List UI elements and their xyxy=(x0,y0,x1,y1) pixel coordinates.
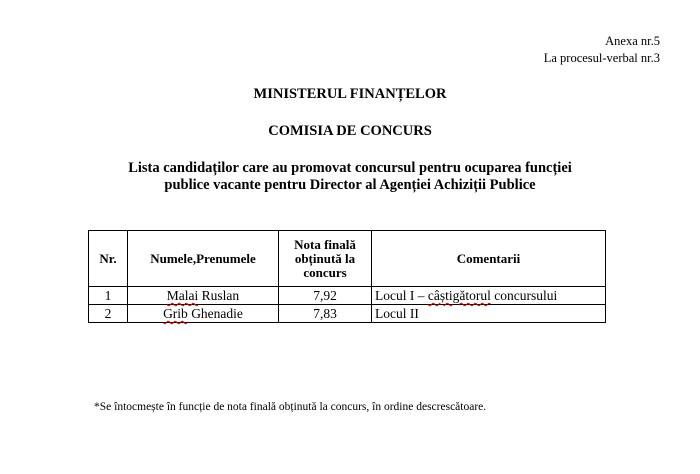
row-comment xyxy=(372,287,606,305)
header-final-grade xyxy=(279,231,372,287)
annex-protocol: La procesul-verbal nr.3 xyxy=(543,51,660,65)
comment-flagged-word: câștigătorul xyxy=(427,288,491,303)
table-header-row xyxy=(89,231,606,287)
name-first: Ruslan xyxy=(198,288,240,303)
footnote: *Se întocmește în funcție de nota finală obținută la concurs, în ordine descrescătoare. xyxy=(94,401,487,413)
name-first: Ghenadie xyxy=(187,306,243,321)
list-title-line-2: publice vacante pentru Director al Agenției Achiziții Publice xyxy=(164,177,536,193)
annex-number: Anexa nr.5 xyxy=(605,34,660,48)
name-surname: Malai xyxy=(166,288,199,303)
header-name: Numele,Prenumele xyxy=(128,231,279,287)
comment-part: Locul II xyxy=(375,306,419,321)
commission-heading: COMISIA DE CONCURS xyxy=(268,123,432,139)
row-nr: 1 xyxy=(89,287,128,305)
row-grade: 7,83 xyxy=(279,305,372,323)
header-grade-line-3: concurs xyxy=(303,264,347,280)
table-row xyxy=(89,287,606,305)
row-name xyxy=(128,287,279,305)
header-grade-line-1: Nota finală xyxy=(294,236,356,252)
header-nr: Nr. xyxy=(89,231,128,287)
candidates-table xyxy=(88,230,606,323)
row-name xyxy=(128,305,279,323)
header-grade-line-2: obținută la xyxy=(294,250,356,266)
row-grade: 7,92 xyxy=(279,287,372,305)
list-title xyxy=(0,160,700,194)
list-title-line-1: Lista candidaților care au promovat concursul pentru ocuparea funcției xyxy=(128,160,572,176)
header-comments: Comentarii xyxy=(372,231,606,287)
name-surname: Grib xyxy=(163,306,188,321)
comment-part: Locul I – xyxy=(375,288,428,303)
row-nr: 2 xyxy=(89,305,128,323)
comment-part: concursului xyxy=(490,288,558,303)
table-row xyxy=(89,305,606,323)
annex-reference xyxy=(544,33,660,67)
ministry-heading: MINISTERUL FINANȚELOR xyxy=(253,86,447,102)
row-comment xyxy=(372,305,606,323)
